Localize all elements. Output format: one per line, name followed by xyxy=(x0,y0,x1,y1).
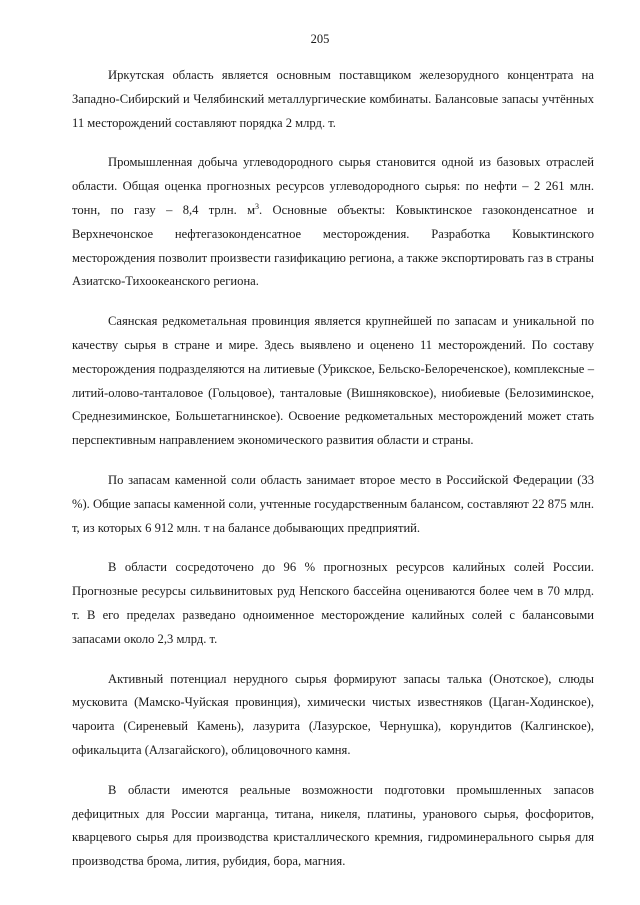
paragraph-hydrocarbons-text-start: Промышленная добыча углеводородного сырья становится одной из базовых отраслей области. Общая оценка прогнозных ресурсов углеводородного сырья: по нефти – 2 261 млн. тонн, по газу – 8,4 трлн. м xyxy=(72,155,594,217)
paragraph-hydrocarbons xyxy=(72,151,594,294)
paragraph-potash-salts: В области сосредоточено до 96 % прогнозных ресурсов калийных солей России. Прогнозные ресурсы сильвинитовых руд Непского бассейна оцениваются более чем в 70 млрд. т. В его пределах разведано одноименное месторождение калийных солей с балансовыми запасами около 2,3 млрд. т. xyxy=(72,560,594,646)
paragraph-iron-ore: Иркутская область является основным поставщиком железорудного концентрата на Западно-Сибирский и Челябинский металлургические комбинаты. Балансовые запасы учтённых 11 месторождений составляют порядка 2 млрд. т. xyxy=(72,68,594,130)
paragraph-rare-metals: Саянская редкометальная провинция является крупнейшей по запасам и уникальной по качеству сырья в стране и мире. Здесь выявлено и оценено 11 месторождений. По составу месторождения подразделяются на литиевые (Урикское, Бельско-Белореченское), комплексные – литий-олово-танталовое (Гольцовое), танталовые (Вишняковское), ниобиевые (Белозиминское, Среднезиминское, Большетагнинское). Освоение редкометальных месторождений может стать перспективным направлением экономического развития области и страны. xyxy=(72,314,594,448)
page-number: 205 xyxy=(310,32,330,46)
superscript-cubic: 3 xyxy=(255,201,260,211)
paragraph-rock-salt: По запасам каменной соли область занимает второе место в Российской Федерации (33 %). Общие запасы каменной соли, учтенные государственным балансом, составляют 22 875 млн. т, из которых 6 912 млн. т на балансе добывающих предприятий. xyxy=(72,472,594,535)
document-body xyxy=(72,64,594,890)
paragraph-deficit-reserves: В области имеются реальные возможности подготовки промышленных запасов дефицитных для России марганца, титана, никеля, платины, уранового сырья, фосфоритов, кварцевого сырья для производства кристаллического кремния, гидроминерального сырья для производства брома, лития, рубидия, бора, магния. xyxy=(72,782,594,869)
paragraph-hydrocarbons-text-end: . Основные объекты: Ковыктинское газоконденсатное и Верхнечонское нефтегазоконденсатное месторождения. Разработка Ковыктинского месторождения позволит произвести газификацию региона, а также экспортировать газ в страны Азиатско-Тихоокеанского региона. xyxy=(72,202,594,289)
paragraph-nonmetallic: Активный потенциал нерудного сырья формируют запасы талька (Онотское), слюды мусковита (Мамско-Чуйская провинция), химически чистых известняков (Цаган-Ходинское), чароита (Сиреневый Камень), лазурита (Лазурское, Чернушка), корундитов (Калгинское), офикальцита (Алзагайского), облицовочного камня. xyxy=(72,671,594,757)
